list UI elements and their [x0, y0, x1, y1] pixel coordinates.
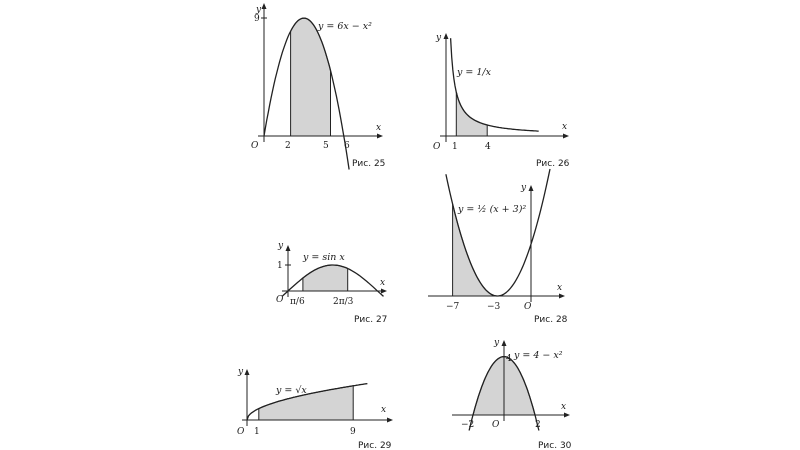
tick-label-x-26-1: 4 — [485, 142, 491, 152]
tick-label-y-25-0: 9 — [254, 14, 260, 24]
caption-29: Рис. 29 — [358, 441, 392, 450]
x-axis-arrow-25 — [377, 134, 383, 139]
origin-label-26: O — [433, 142, 441, 152]
axis-label-x-28: x — [557, 283, 563, 293]
figure-27 — [276, 241, 387, 325]
tick-label-x-30-0: −2 — [461, 420, 475, 430]
y-axis-arrow-30 — [502, 340, 507, 346]
shaded-region-28 — [453, 204, 498, 296]
figure-26 — [433, 33, 570, 169]
origin-label-27: O — [276, 295, 284, 305]
equation-28: y = ½ (x + 3)² — [458, 204, 527, 215]
tick-label-x-25-2: 6 — [344, 141, 350, 151]
origin-label-30: O — [492, 420, 500, 430]
axis-label-y-25: y — [256, 5, 262, 15]
y-axis-arrow-25 — [262, 3, 267, 9]
axis-label-y-26: y — [436, 33, 442, 43]
tick-label-x-29-0: 1 — [254, 427, 260, 437]
origin-label-28: O — [524, 302, 532, 312]
origin-label-25: O — [251, 141, 259, 151]
equation-30: y = 4 − x² — [514, 350, 563, 361]
tick-label-y-27-0: 1 — [277, 261, 283, 271]
y-axis-arrow-26 — [444, 33, 449, 39]
x-axis-arrow-29 — [387, 418, 393, 423]
caption-26: Рис. 26 — [536, 159, 570, 169]
axis-label-x-27: x — [380, 278, 386, 288]
axis-label-x-26: x — [562, 122, 568, 132]
shaded-region-25 — [291, 18, 331, 136]
tick-label-x-30-1: 2 — [535, 420, 541, 430]
tick-label-x-26-0: 1 — [452, 142, 458, 152]
y-axis-arrow-29 — [245, 369, 250, 375]
x-axis-arrow-27 — [381, 289, 387, 294]
axis-label-y-28: y — [521, 183, 527, 193]
axis-label-x-29: x — [381, 405, 387, 415]
tick-label-x-28-0: −7 — [446, 302, 460, 312]
equation-26: y = 1/x — [457, 67, 491, 78]
tick-label-x-25-0: 2 — [285, 141, 291, 151]
shaded-region-27 — [303, 265, 348, 291]
equation-25: y = 6x − x² — [318, 21, 372, 32]
x-axis-arrow-30 — [564, 413, 570, 418]
tick-label-x-27-0: π/6 — [290, 297, 305, 307]
y-axis-arrow-28 — [529, 185, 534, 191]
shaded-region-26 — [456, 92, 487, 136]
caption-25: Рис. 25 — [352, 159, 386, 169]
caption-28: Рис. 28 — [534, 315, 568, 325]
axis-label-y-27: y — [278, 241, 284, 251]
axis-label-x-25: x — [376, 123, 382, 133]
axis-label-x-30: x — [561, 402, 567, 412]
figure-30 — [452, 338, 572, 450]
origin-label-29: O — [237, 427, 245, 437]
axis-label-y-29: y — [238, 367, 244, 377]
tick-label-x-27-1: 2π/3 — [333, 297, 354, 307]
figure-25 — [251, 3, 385, 170]
y-axis-arrow-27 — [286, 245, 291, 251]
tick-label-x-29-1: 9 — [350, 427, 356, 437]
figure-29 — [237, 367, 393, 450]
axis-label-y-30: y — [494, 338, 500, 348]
tick-label-y-30-0: 4 — [506, 354, 512, 364]
figure-28 — [428, 169, 568, 325]
equation-29: y = √x — [276, 385, 307, 396]
tick-label-x-28-1: −3 — [487, 302, 501, 312]
x-axis-arrow-26 — [563, 134, 569, 139]
tick-label-x-25-1: 5 — [323, 141, 329, 151]
equation-27: y = sin x — [303, 252, 345, 263]
caption-27: Рис. 27 — [354, 315, 388, 325]
x-axis-arrow-28 — [559, 294, 565, 299]
caption-30: Рис. 30 — [538, 441, 572, 450]
